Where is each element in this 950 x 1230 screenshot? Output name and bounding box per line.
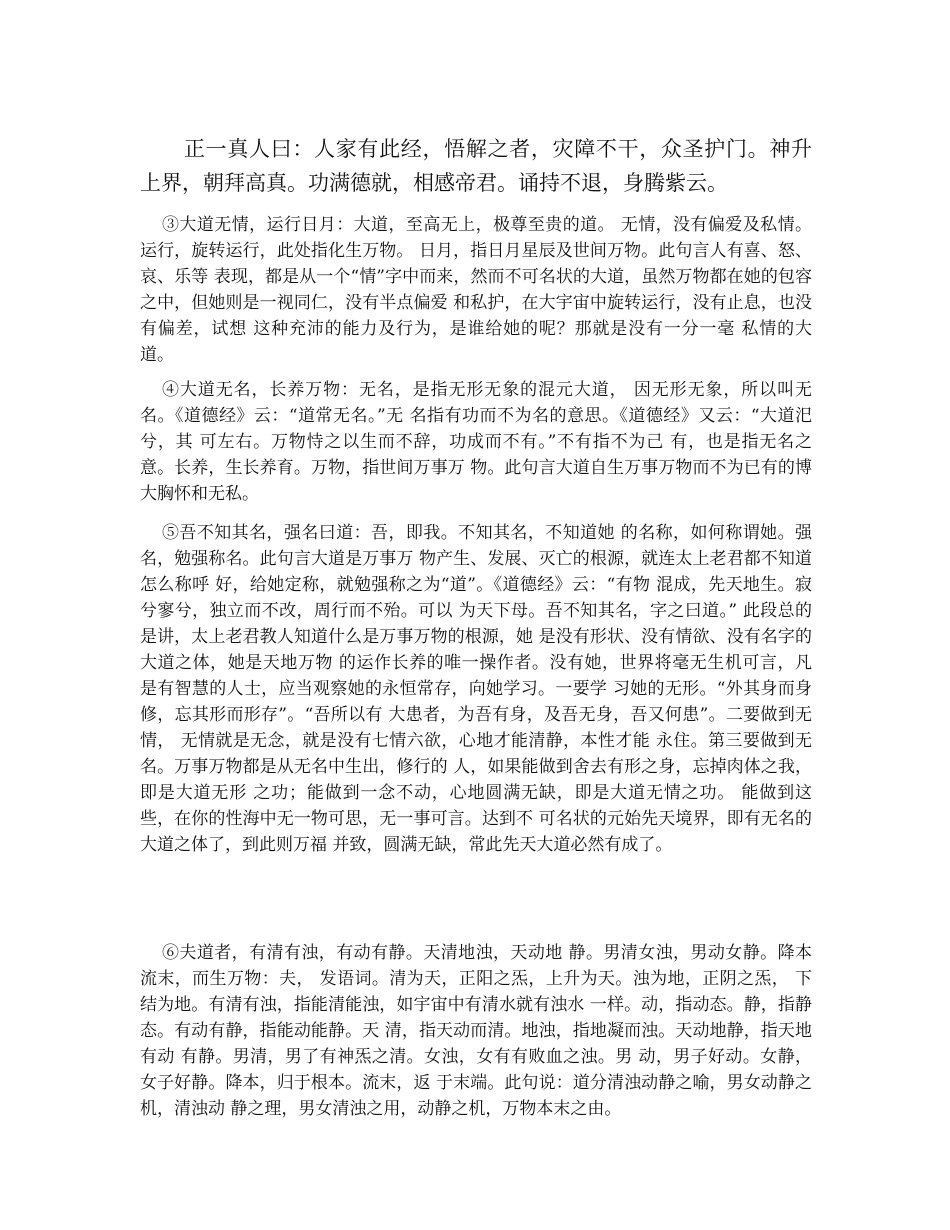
- note-paragraph-4: ④大道无名，长养万物：无名，是指无形无象的混元大道， 因无形无象，所以叫无名。《道德经》云：“道常无名。”无 名指有功而不为名的意思。《道德经》又云：“大道汜兮，其 可左右。万物恃之以生而不辞，功成而不有。”不有指不为己 有，也是指无名之意。长养，生长养育。万物，指世间万事万 物。此句言大道自生万事万物而不为已有的博大胸怀和无私。: [140, 380, 812, 504]
- intro-paragraph: 正一真人曰：人家有此经，悟解之者，灾障不干，众圣护门。神升上界，朝拜高真。功满德就，相感帝君。诵持不退，身腾紫云。: [140, 137, 812, 195]
- note-paragraph-6: ⑥夫道者，有清有浊，有动有静。天清地浊，天动地 静。男清女浊，男动女静。降本流末，而生万物：夫， 发语词。清为天，正阳之炁，上升为天。浊为地，正阴之炁， 下结为地。有清有浊，指能清能浊，如宇宙中有清水就有浊水 一样。动，指动态。静，指静态。有动有静，指能动能静。天 清，指天动而清。地浊，指地凝而浊。天动地静，指天地有动 有静。男清，男了有神炁之清。女浊，女有有败血之浊。男 动，男子好动。女静，女子好静。降本，归于根本。流末，返 于末端。此句说：道分清浊动静之喻，男女动静之机，清浊动 静之理，男女清浊之用，动静之机，万物本末之由。: [140, 943, 812, 1119]
- note-paragraph-3: ③大道无情，运行日月：大道，至高无上，极尊至贵的道。 无情，没有偏爱及私情。运行，旋转运行，此处指化生万物。 日月，指日月星辰及世间万物。此句言人有喜、怒、哀、乐等 表现，都是从一个“情”字中而来，然而不可名状的大道，虽然万物都在她的包容之中，但她则是一视同仁，没有半点偏爱 和私护，在大宇宙中旋转运行，没有止息，也没有偏差，试想 这种充沛的能力及行为，是谁给她的呢？那就是没有一分一毫 私情的大道。: [140, 215, 812, 365]
- note-paragraph-5: ⑤吾不知其名，强名曰道：吾，即我。不知其名，不知道她 的名称，如何称谓她。强名，勉强称名。此句言大道是万事万 物产生、发展、灭亡的根源，就连太上老君都不知道怎么称呼 好，给她定称，就勉强称之为“道”。《道德经》云：“有物 混成，先天地生。寂兮寥兮，独立而不改，周行而不殆。可以 为天下母。吾不知其名，字之曰道。” 此段总的是讲，太上老君教人知道什么是万事万物的根源，她 是没有形状、没有情欲、没有名字的大道之体，她是天地万物 的运作长养的唯一操作者。没有她，世界将毫无生机可言，凡 是有智慧的人士，应当观察她的永恒常存，向她学习。一要学 习她的无形。“外其身而身修，忘其形而形存”。“吾所以有 大患者，为吾有身，及吾无身，吾又何患”。二要做到无情， 无情就是无念，就是没有七情六欲，心地才能清静，本性才能 永住。第三要做到无名。万事万物都是从无名中生出，修行的 人，如果能做到舍去有形之身，忘掉肉体之我，即是大道无形 之功；能做到一念不动，心地圆满无缺，即是大道无情之功。 能做到这些，在你的性海中无一物可思，无一事可言。达到不 可名状的元始先天境界，即有无名的大道之体了，到此则万福 并致，圆满无缺，常此先天大道必然有成了。: [140, 523, 812, 855]
